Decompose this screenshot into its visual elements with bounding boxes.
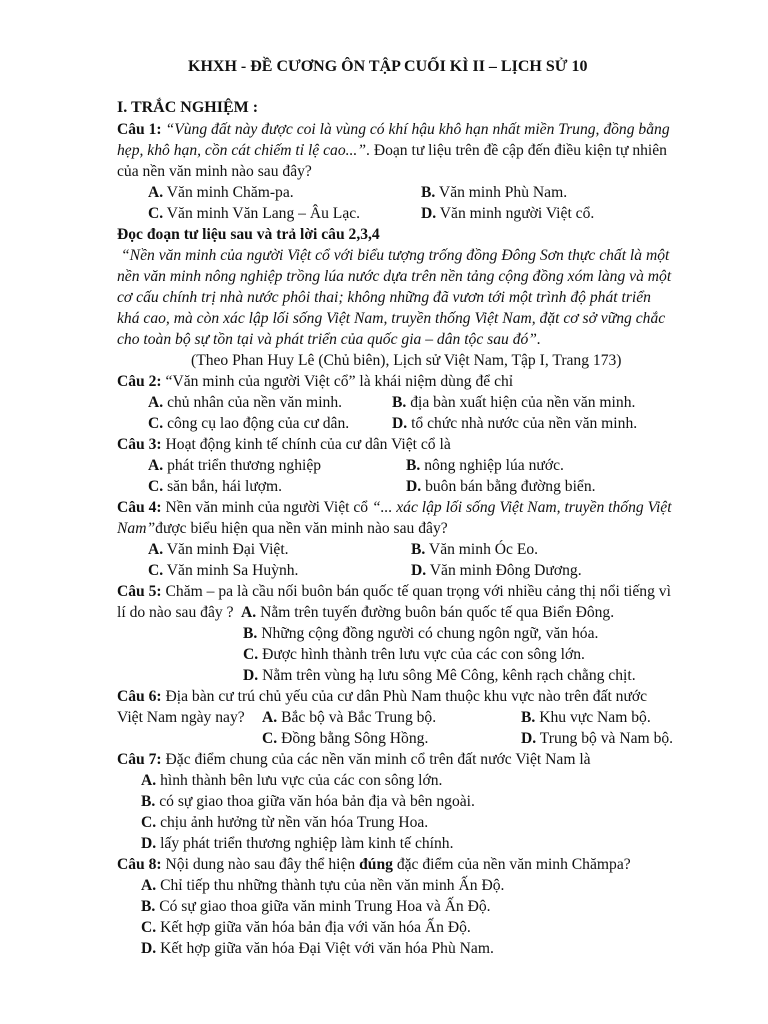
question-7-option-a: A. hình thành bên lưu vực của các con sông lớn. (141, 772, 443, 789)
question-8-line (117, 855, 631, 875)
question-8-option-a: A. Chỉ tiếp thu những thành tựu của nền văn minh Ấn Độ. (141, 877, 505, 894)
question-5-line-1 (117, 582, 671, 602)
question-6-stem: Địa bàn cư trú chủ yếu của cư dân Phù Nam thuộc khu vực nào trên đất nước (161, 688, 648, 705)
question-4-stem: Nền văn minh của người Việt cổ (161, 499, 372, 516)
question-5-stem-end: lí do nào sau đây ? (117, 604, 234, 621)
question-4-stem-end: được biểu hiện qua nền văn minh nào sau đây? (155, 520, 448, 537)
question-7-option-b: B. có sự giao thoa giữa văn hóa bản địa và bên ngoài. (141, 793, 475, 810)
question-6-option-a: A. Bắc bộ và Bắc Trung bộ. (262, 709, 437, 726)
passage-line: cho toàn bộ sự tồn tại và phát triển của quốc gia – dân tộc sau đó”. (117, 331, 541, 348)
passage-source: (Theo Phan Huy Lê (Chủ biên), Lịch sử Việt Nam, Tập I, Trang 173) (191, 352, 622, 369)
passage-line: “Nền văn minh của người Việt cổ với biểu tượng trống đồng Đông Sơn thực chất là một (121, 247, 670, 264)
section-heading: I. TRẮC NGHIỆM : (117, 99, 259, 116)
question-1-quote: “Vùng đất này được coi là vùng có khí hậu khô hạn nhất miền Trung, đồng bằng (165, 121, 670, 138)
question-6-number: Câu 6: (117, 688, 162, 705)
question-3-option-c: C. săn bắn, hái lượm. (148, 478, 283, 495)
question-4-option-c: C. Văn minh Sa Huỳnh. (148, 562, 299, 579)
question-2-option-d: D. tổ chức nhà nước của nền văn minh. (392, 415, 638, 432)
question-3-line (117, 435, 451, 455)
question-8-stem-end: đặc điểm của nền văn minh Chămpa? (392, 856, 631, 873)
question-1-quote-end: hẹp, khô hạn, cồn cát chiếm tỉ lệ cao...” (117, 142, 367, 159)
question-1-line-2 (117, 141, 667, 161)
passage-line: khá cao, mà còn xác lập lối sống Việt Nam, truyền thống Việt Nam, đặt cơ sở vững chắc (117, 310, 666, 327)
question-1-option-c: C. Văn minh Văn Lang – Âu Lạc. (148, 205, 361, 222)
question-1-option-d: D. Văn minh người Việt cổ. (421, 205, 595, 222)
question-2-number: Câu 2: (117, 373, 162, 390)
question-4-quote-end: Nam” (117, 520, 156, 537)
question-3-number: Câu 3: (117, 436, 162, 453)
question-2-option-a: A. chủ nhân của nền văn minh. (148, 394, 343, 411)
question-2-option-b: B. địa bàn xuất hiện của nền văn minh. (392, 394, 636, 411)
question-7-line (117, 750, 591, 770)
question-1-line-1 (117, 120, 670, 140)
question-7-number: Câu 7: (117, 751, 162, 768)
question-2-stem: “Văn minh của người Việt cổ” là khái niệm dùng để chỉ (161, 373, 514, 390)
question-7-stem: Đặc điểm chung của các nền văn minh cổ trên đất nước Việt Nam là (161, 751, 591, 768)
question-4-option-b: B. Văn minh Óc Eo. (411, 541, 539, 558)
question-6-option-d: D. Trung bộ và Nam bộ. (521, 730, 674, 747)
question-8-number: Câu 8: (117, 856, 162, 873)
question-8-option-c: C. Kết hợp giữa văn hóa bản địa với văn hóa Ấn Độ. (141, 919, 471, 936)
question-5-option-a: A. Nằm trên tuyến đường buôn bán quốc tế qua Biển Đông. (241, 604, 615, 621)
question-6-line-1 (117, 687, 647, 707)
question-5-stem: Chăm – pa là cầu nối buôn bán quốc tế quan trọng với nhiều cảng thị nổi tiếng vì (161, 583, 671, 600)
question-8-emphasis: đúng (359, 856, 393, 873)
question-7-option-d: D. lấy phát triển thương nghiệp làm kinh tế chính. (141, 835, 454, 852)
question-1-stem: . Đoạn tư liệu trên đề cập đến điều kiện tự nhiên (366, 142, 667, 159)
question-4-quote: “... xác lập lối sống Việt Nam, truyền thống Việt (371, 499, 672, 516)
question-4-number: Câu 4: (117, 499, 162, 516)
question-7-option-c: C. chịu ảnh hưởng từ nền văn hóa Trung Hoa. (141, 814, 429, 831)
question-5-number: Câu 5: (117, 583, 162, 600)
question-1-option-b: B. Văn minh Phù Nam. (421, 184, 568, 201)
question-2-line (117, 372, 513, 392)
question-1-stem-end: của nền văn minh nào sau đây? (117, 163, 312, 180)
question-3-option-d: D. buôn bán bằng đường biển. (406, 478, 596, 495)
question-6-option-c: C. Đồng bằng Sông Hồng. (262, 730, 429, 747)
question-3-option-b: B. nông nghiệp lúa nước. (406, 457, 564, 474)
question-2-option-c: C. công cụ lao động của cư dân. (148, 415, 350, 432)
question-3-option-a: A. phát triển thương nghiệp (148, 457, 322, 474)
question-4-line-1 (117, 498, 672, 518)
passage-line: cơ cấu chính trị nhà nước phôi thai; không những đã vươn tới một trình độ phát triển (117, 289, 651, 306)
document-title: KHXH - ĐỀ CƯƠNG ÔN TẬP CUỐI KÌ II – LỊCH SỬ 10 (188, 58, 588, 75)
question-5-option-d: D. Nằm trên vùng hạ lưu sông Mê Công, kênh rạch chằng chịt. (243, 667, 636, 684)
passage-line: nền văn minh nông nghiệp trồng lúa nước dựa trên nền tảng cộng đồng xóm làng và một (117, 268, 672, 285)
question-3-stem: Hoạt động kinh tế chính của cư dân Việt cổ là (161, 436, 451, 453)
question-4-option-d: D. Văn minh Đông Dương. (411, 562, 582, 579)
question-8-option-d: D. Kết hợp giữa văn hóa Đại Việt với văn hóa Phù Nam. (141, 940, 494, 957)
question-8-stem: Nội dung nào sau đây thể hiện (161, 856, 360, 873)
passage-heading: Đọc đoạn tư liệu sau và trả lời câu 2,3,4 (117, 226, 380, 243)
question-5-option-c: C. Được hình thành trên lưu vực của các con sông lớn. (243, 646, 585, 663)
question-8-option-b: B. Có sự giao thoa giữa văn minh Trung Hoa và Ấn Độ. (141, 898, 491, 915)
question-1-option-a: A. Văn minh Chăm-pa. (148, 184, 294, 201)
question-6-stem-end: Việt Nam ngày nay? (117, 709, 245, 726)
question-1-number: Câu 1: (117, 121, 162, 138)
question-4-option-a: A. Văn minh Đại Việt. (148, 541, 289, 558)
question-4-line-2 (117, 519, 448, 539)
question-5-option-b: B. Những cộng đồng người có chung ngôn ngữ, văn hóa. (243, 625, 599, 642)
question-6-option-b: B. Khu vực Nam bộ. (521, 709, 651, 726)
